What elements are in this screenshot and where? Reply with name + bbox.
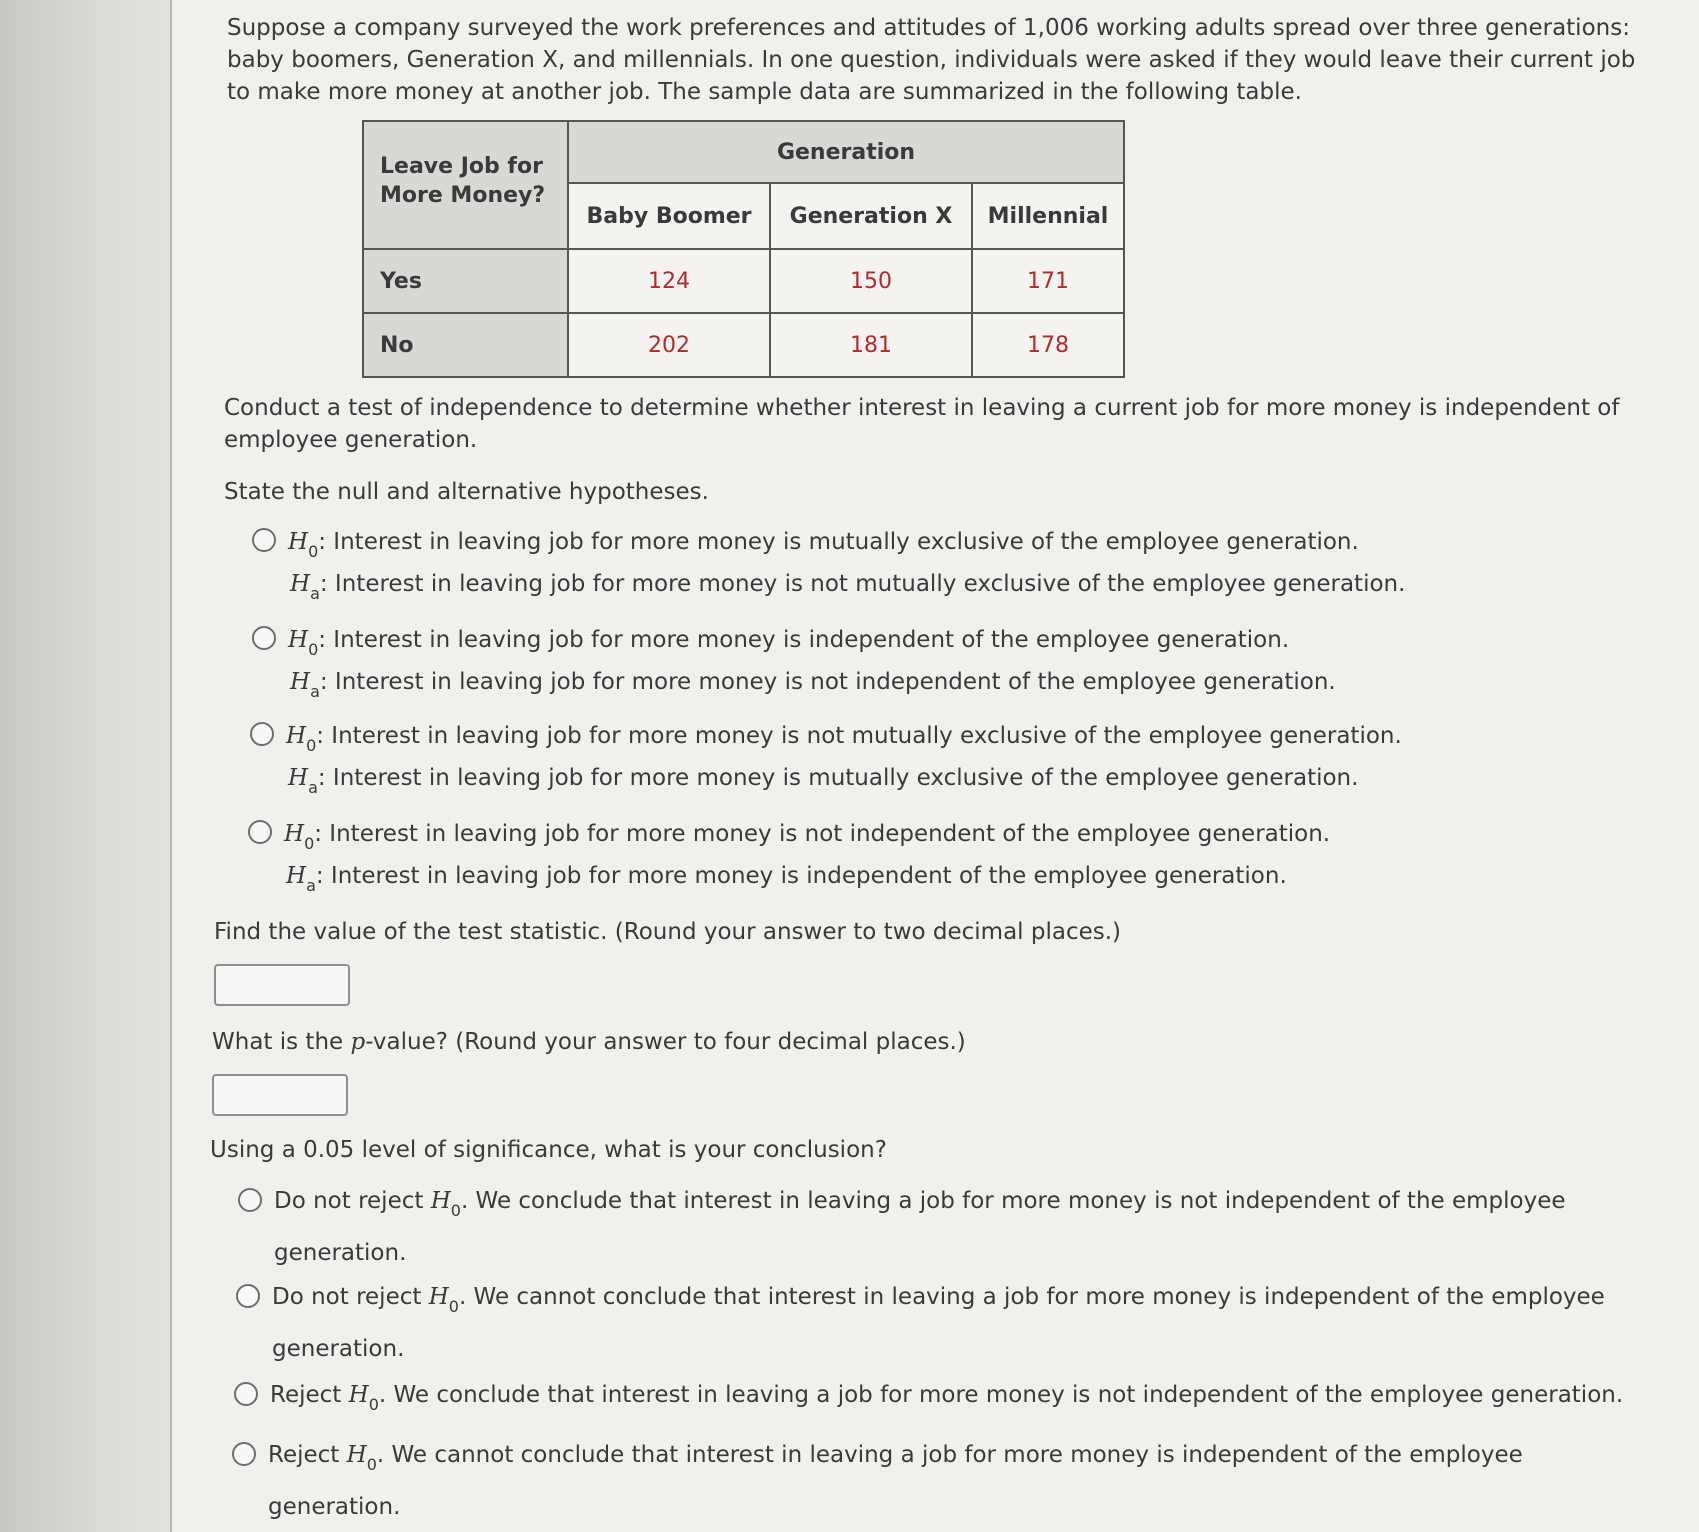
hypothesis-option-1[interactable] xyxy=(252,522,1405,606)
conclusion-text: . We conclude that interest in leaving a job for more money is not independent of the employee generation. xyxy=(274,1188,1566,1266)
h0-subscript: 0 xyxy=(368,1395,379,1414)
h0-subscript: 0 xyxy=(448,1297,459,1316)
h0-symbol: H xyxy=(284,821,305,847)
h0-symbol: H xyxy=(286,723,307,749)
conclusion-text: . We cannot conclude that interest in leaving a job for more money is independent of the employee generation. xyxy=(272,1284,1605,1362)
h0-subscript: 0 xyxy=(304,834,315,853)
h0-subscript: 0 xyxy=(308,542,319,561)
conclusion-lead: Reject xyxy=(270,1382,349,1408)
cell-no-generation-x: 181 xyxy=(770,313,972,377)
h0-symbol: H xyxy=(430,1188,451,1214)
table-row xyxy=(363,313,1124,377)
radio-button[interactable] xyxy=(236,1284,260,1308)
h0-symbol: H xyxy=(346,1442,367,1468)
h0-text: : Interest in leaving job for more money is mutually exclusive of the employee generation. xyxy=(318,529,1359,555)
table-row xyxy=(363,249,1124,313)
ha-subscript: a xyxy=(310,682,320,701)
conclusion-text: . We conclude that interest in leaving a job for more money is not independent of the employee generation. xyxy=(378,1382,1624,1408)
generation-group-header: Generation xyxy=(568,121,1124,183)
background-left-strip xyxy=(0,0,170,1532)
h0-text: : Interest in leaving job for more money is independent of the employee generation. xyxy=(318,627,1290,653)
conclusion-text: . We cannot conclude that interest in leaving a job for more money is independent of the employee generation. xyxy=(268,1442,1523,1520)
corner-line-1: Leave Job for xyxy=(380,154,543,179)
cell-yes-millennial: 171 xyxy=(972,249,1124,313)
ha-subscript: a xyxy=(310,584,320,603)
table-corner-header xyxy=(363,121,568,249)
conclusion-prompt: Using a 0.05 level of significance, what is your conclusion? xyxy=(210,1137,887,1163)
test-statistic-input[interactable] xyxy=(214,964,350,1006)
h0-symbol: H xyxy=(288,627,309,653)
row-label-no: No xyxy=(363,313,568,377)
test-statistic-prompt: Find the value of the test statistic. (Round your answer to two decimal places.) xyxy=(214,919,1122,945)
cell-yes-generation-x: 150 xyxy=(770,249,972,313)
hypothesis-option-4[interactable] xyxy=(248,814,1330,898)
ha-subscript: a xyxy=(308,778,318,797)
corner-line-2: More Money? xyxy=(380,183,546,208)
hypothesis-option-2[interactable] xyxy=(252,620,1336,704)
conclusion-lead: Do not reject xyxy=(274,1188,431,1214)
conclusion-lead: Do not reject xyxy=(272,1284,429,1310)
ha-symbol: H xyxy=(290,571,311,597)
p-value-prompt-end: -value? (Round your answer to four decimal places.) xyxy=(365,1029,966,1055)
column-header-generation-x: Generation X xyxy=(770,183,972,249)
column-header-millennial: Millennial xyxy=(972,183,1124,249)
cell-yes-baby-boomer: 124 xyxy=(568,249,770,313)
radio-button[interactable] xyxy=(252,626,276,650)
p-symbol: p xyxy=(350,1029,366,1055)
radio-button[interactable] xyxy=(248,820,272,844)
radio-button[interactable] xyxy=(234,1382,258,1406)
column-header-baby-boomer: Baby Boomer xyxy=(568,183,770,249)
ha-symbol: H xyxy=(290,669,311,695)
conclusion-lead: Reject xyxy=(268,1442,347,1468)
h0-subscript: 0 xyxy=(308,640,319,659)
p-value-prompt xyxy=(212,1026,966,1058)
ha-text: : Interest in leaving job for more money is mutually exclusive of the employee generation. xyxy=(317,765,1359,791)
radio-button[interactable] xyxy=(250,722,274,746)
conclusion-option-1[interactable] xyxy=(238,1176,1654,1278)
conduct-instruction: Conduct a test of independence to determine whether interest in leaving a current job for more money is independent of employee generation. xyxy=(224,395,1620,453)
h0-subscript: 0 xyxy=(306,736,317,755)
ha-text: : Interest in leaving job for more money is not mutually exclusive of the employee generation. xyxy=(319,571,1406,597)
h0-text: : Interest in leaving job for more money is not mutually exclusive of the employee generation. xyxy=(316,723,1402,749)
h0-subscript: 0 xyxy=(366,1455,377,1474)
ha-symbol: H xyxy=(288,765,309,791)
h0-text: : Interest in leaving job for more money is not independent of the employee generation. xyxy=(314,821,1331,847)
ha-symbol: H xyxy=(286,863,307,889)
state-hypotheses-prompt: State the null and alternative hypotheses. xyxy=(224,479,709,505)
ha-subscript: a xyxy=(306,876,316,895)
p-value-prompt-start: What is the xyxy=(212,1029,351,1055)
h0-subscript: 0 xyxy=(450,1201,461,1220)
conclusion-option-2[interactable] xyxy=(236,1272,1652,1374)
question-page xyxy=(170,0,1699,1532)
ha-text: : Interest in leaving job for more money is independent of the employee generation. xyxy=(315,863,1287,889)
conclusion-option-3[interactable] xyxy=(234,1370,1650,1422)
h0-symbol: H xyxy=(428,1284,449,1310)
h0-symbol: H xyxy=(348,1382,369,1408)
intro-paragraph: Suppose a company surveyed the work preferences and attitudes of 1,006 working adults spread over three generations: baby boomers, Generation X, and millennials. In one question, individuals were asked if they would leave their current job to make more money at another job. The sample data are summarized in the following table. xyxy=(227,15,1636,105)
ha-text: : Interest in leaving job for more money is not independent of the employee generation. xyxy=(319,669,1336,695)
radio-button[interactable] xyxy=(232,1442,256,1466)
conclusion-option-4[interactable] xyxy=(232,1430,1648,1532)
cell-no-baby-boomer: 202 xyxy=(568,313,770,377)
contingency-table xyxy=(362,120,1125,378)
row-label-yes: Yes xyxy=(363,249,568,313)
radio-button[interactable] xyxy=(238,1188,262,1212)
h0-symbol: H xyxy=(288,529,309,555)
p-value-input[interactable] xyxy=(212,1074,348,1116)
cell-no-millennial: 178 xyxy=(972,313,1124,377)
radio-button[interactable] xyxy=(252,528,276,552)
hypothesis-option-3[interactable] xyxy=(250,716,1402,800)
